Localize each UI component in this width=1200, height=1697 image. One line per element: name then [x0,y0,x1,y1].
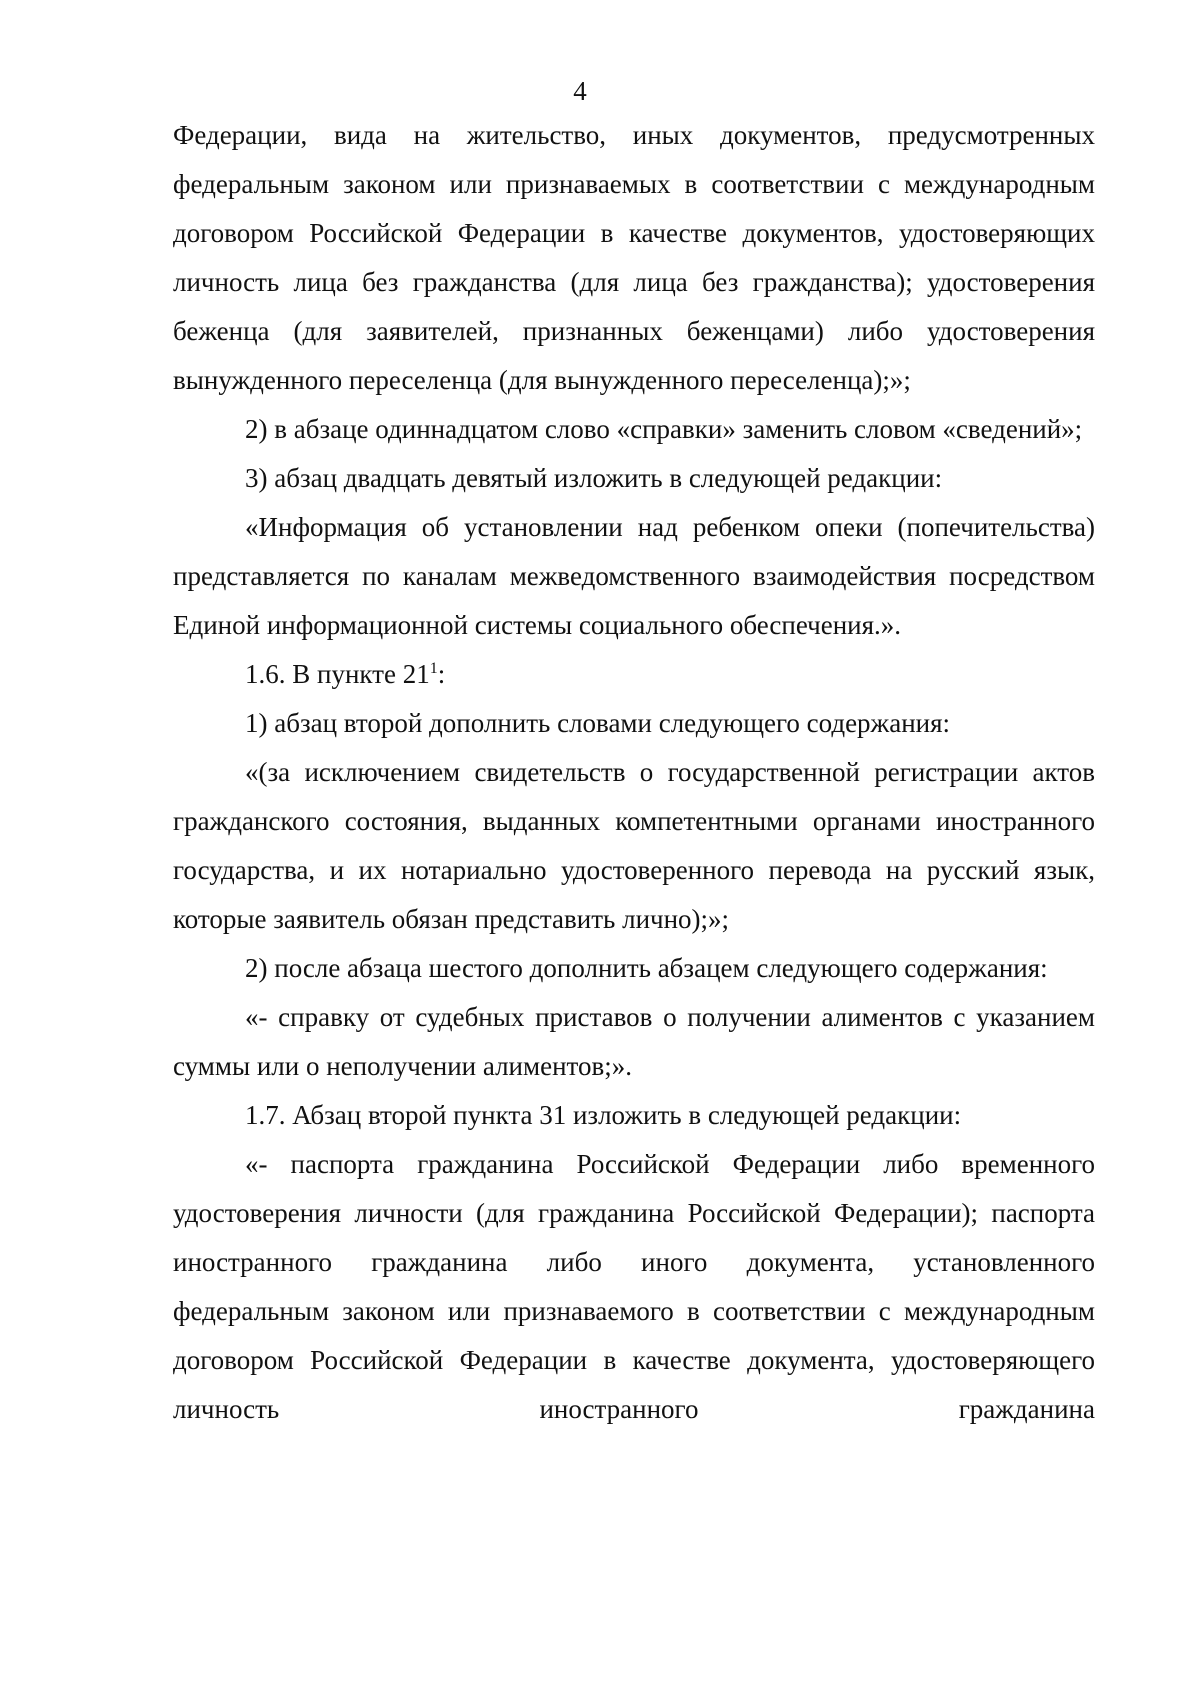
superscript-one: 1 [429,660,438,677]
paragraph-quote-alimony: «- справку от судебных приставов о получении алиментов с указанием суммы или о неполучении алиментов;». [173,1002,1095,1081]
paragraph-quote-passport: «- паспорта гражданина Российской Федерации либо временного удостоверения личности (для гражданина Российской Федерации); паспорта иностранного гражданина либо иного документа, установленного федеральным законом или признаваемого в соответствии с международным договором Российской Федерации в качестве документа, удостоверяющего личность иностранного гражданина [173,1149,1095,1424]
page-number: 4 [573,76,587,106]
section-1-6-text: 1.6. В пункте 21 [245,659,430,689]
paragraph-section-1-6 [173,650,1095,699]
paragraph-quote-exception: «(за исключением свидетельств о государственной регистрации актов гражданского состояния, выданных компетентными органами иностранного государства, и их нотариально удостоверенного перевода на русский язык, которые заявитель обязан представить лично);»; [173,757,1095,934]
document-body [173,111,1095,1434]
paragraph-quote-information: «Информация об установлении над ребенком опеки (попечительства) представляется по каналам межведомственного взаимодействия посредством Единой информационной системы социального обеспечения.». [173,512,1095,640]
paragraph-item-3: 3) абзац двадцать девятый изложить в следующей редакции: [245,463,943,493]
paragraph-subitem-2: 2) после абзаца шестого дополнить абзацем следующего содержания: [245,953,1048,983]
section-1-6-suffix: : [437,659,446,689]
paragraph-continuation: Федерации, вида на жительство, иных документов, предусмотренных федеральным законом или признаваемых в соответствии с международным договором Российской Федерации в качестве документов, удостоверяющих личность лица без гражданства (для лица без гражданства); удостоверения беженца (для заявителей, признанных беженцами) либо удостоверения вынужденного переселенца (для вынужденного переселенца);»; [173,120,1095,395]
paragraph-section-1-7: 1.7. Абзац второй пункта 31 изложить в следующей редакции: [245,1100,962,1130]
paragraph-subitem-1: 1) абзац второй дополнить словами следующего содержания: [245,708,951,738]
paragraph-item-2: 2) в абзаце одиннадцатом слово «справки» заменить словом «сведений»; [245,414,1083,444]
